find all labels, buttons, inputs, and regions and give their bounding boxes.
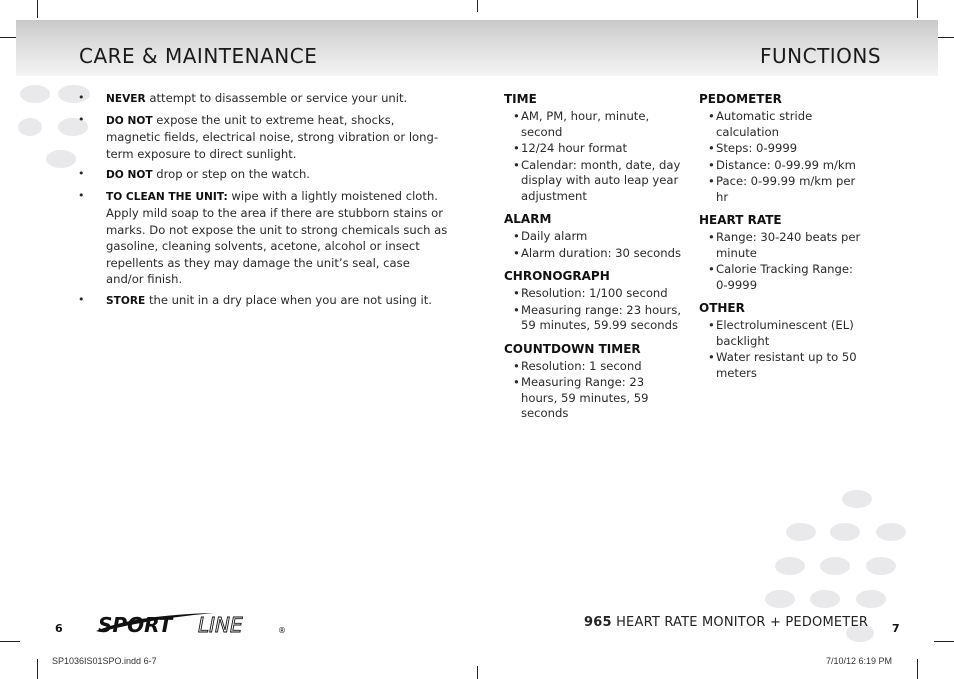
function-item — [699, 350, 865, 381]
function-list — [699, 230, 865, 293]
function-item-text: Daily alarm — [521, 229, 588, 243]
decorative-dot — [856, 590, 886, 608]
decorative-dot — [46, 150, 76, 168]
bullet-icon: • — [708, 141, 715, 155]
bullet-icon: • — [513, 375, 520, 389]
decorative-dot — [830, 523, 860, 541]
function-item-text: Calorie Tracking Range: 0-9999 — [716, 262, 853, 292]
decorative-dot — [820, 557, 850, 575]
bullet-icon: • — [513, 302, 520, 317]
function-heading: COUNTDOWN TIMER — [504, 341, 641, 356]
care-item-text: attempt to disassemble or service your unit. — [145, 91, 408, 105]
decorative-dot — [18, 118, 42, 136]
page-number-left: 6 — [55, 622, 63, 635]
functions-title: FUNCTIONS — [760, 44, 882, 68]
function-item-text: Resolution: 1 second — [521, 358, 642, 373]
decorative-dot — [786, 523, 816, 541]
function-item — [504, 158, 684, 205]
function-item-text: Water resistant up to 50 meters — [716, 350, 857, 380]
function-heading: OTHER — [699, 301, 745, 315]
function-item-text: Pace: 0-99.99 m/km per hr — [716, 174, 856, 204]
function-item — [504, 109, 684, 140]
function-item-text: Resolution: 1/100 second — [521, 286, 668, 300]
function-section — [699, 213, 865, 293]
decorative-dot — [876, 523, 906, 541]
function-section — [504, 212, 684, 261]
bullet-icon: • — [708, 350, 715, 364]
function-section — [504, 342, 684, 422]
function-item — [699, 230, 865, 261]
function-heading: ALARM — [504, 212, 552, 226]
function-item — [504, 359, 684, 375]
bullet-icon: • — [708, 318, 715, 332]
slug-timestamp: 7/10/12 6:19 PM — [826, 656, 893, 666]
bullet-icon: • — [708, 157, 715, 172]
care-item-text: drop or step on the watch. — [152, 167, 310, 181]
crop-mark — [37, 0, 38, 18]
function-list — [504, 286, 684, 334]
function-section — [504, 92, 684, 204]
bullet-icon: • — [513, 358, 520, 373]
care-item-text: the unit in a dry place when you are not using it. — [145, 292, 432, 307]
bullet-icon: • — [708, 174, 715, 188]
decorative-dot — [775, 557, 805, 575]
care-item — [78, 166, 448, 184]
function-item — [504, 303, 684, 334]
logo-text-sport: SPORT — [98, 613, 173, 637]
function-section — [699, 92, 865, 205]
function-item — [504, 141, 684, 157]
function-item-text: Measuring range: 23 hours, 59 minutes, 59.99 seconds — [521, 302, 682, 332]
function-list — [699, 318, 865, 381]
logo-text-line: LINE — [198, 613, 243, 637]
function-list — [504, 359, 684, 422]
care-item — [78, 112, 448, 163]
footer-product-title — [584, 615, 868, 630]
bullet-icon: • — [513, 229, 520, 243]
function-item — [504, 246, 684, 262]
crop-mark — [477, 0, 478, 12]
function-section — [504, 269, 684, 334]
function-item-text: AM, PM, hour, minute, second — [521, 109, 650, 139]
function-item — [699, 109, 865, 140]
bullet-icon: • — [78, 167, 85, 180]
care-maintenance-title: CARE & MAINTENANCE — [79, 44, 318, 68]
care-item-keyword: STORE — [106, 294, 146, 307]
bullet-icon: • — [78, 112, 85, 126]
function-item — [699, 262, 865, 293]
care-item-keyword: DO NOT — [106, 114, 153, 127]
function-item-text: Distance: 0-99.99 m/km — [716, 157, 856, 172]
crop-mark — [477, 666, 478, 679]
bullet-icon: • — [513, 157, 520, 172]
care-item-keyword: NEVER — [106, 93, 146, 105]
care-item-keyword: TO CLEAN THE UNIT: — [106, 190, 228, 203]
care-item — [78, 90, 448, 108]
decorative-dot — [866, 557, 896, 575]
bullet-icon: • — [78, 91, 85, 104]
bullet-icon: • — [78, 292, 85, 306]
function-item — [504, 229, 684, 245]
product-number: 965 — [584, 615, 612, 630]
sportline-logo — [94, 610, 290, 638]
crop-mark — [37, 659, 38, 679]
care-item-text: wipe with a lightly moistened cloth. Apply mild soap to the area if there are stubborn stains or marks. Do not expose the unit to strong chemicals such as gasoline, cleaning solvents, acetone, alcohol or insect repellents as they may damage the unit’s seal, case and/or finish. — [106, 188, 448, 286]
function-heading: HEART RATE — [699, 213, 782, 227]
product-name: HEART RATE MONITOR + PEDOMETER — [611, 615, 869, 630]
logo-registered-mark: ® — [278, 626, 286, 635]
bullet-icon: • — [708, 109, 715, 123]
function-item — [699, 158, 865, 174]
function-heading: CHRONOGRAPH — [504, 269, 610, 283]
slug-file-name: SP1036IS01SPO.indd 6-7 — [52, 656, 157, 666]
function-item-text: Electroluminescent (EL) backlight — [716, 318, 854, 348]
function-item-text: Range: 30-240 beats per minute — [716, 230, 861, 260]
care-item — [78, 188, 448, 288]
bullet-icon: • — [708, 230, 715, 244]
page-number-right: 7 — [892, 622, 900, 635]
functions-column-1 — [504, 92, 684, 430]
care-item-keyword: DO NOT — [106, 169, 153, 181]
function-item-text: Automatic stride calculation — [716, 109, 813, 139]
function-item — [504, 286, 684, 302]
crop-mark — [934, 641, 954, 642]
function-list — [699, 109, 865, 205]
function-item-text: Calendar: month, date, day display with auto leap year adjustment — [521, 157, 681, 203]
function-item-text: 12/24 hour format — [521, 141, 628, 155]
bullet-icon: • — [513, 141, 520, 155]
bullet-icon: • — [513, 109, 520, 123]
bullet-icon: • — [513, 286, 520, 300]
function-item-text: Measuring Range: 23 hours, 59 minutes, 59 seconds — [521, 375, 649, 420]
function-heading: TIME — [504, 92, 537, 106]
decorative-dot — [810, 590, 840, 608]
care-list — [78, 90, 448, 313]
function-item — [699, 141, 865, 157]
functions-column-2 — [699, 92, 865, 389]
decorative-dot — [842, 490, 872, 508]
function-item — [699, 174, 865, 205]
function-heading: PEDOMETER — [699, 92, 782, 106]
crop-mark — [917, 659, 918, 679]
function-section — [699, 301, 865, 381]
crop-mark — [917, 0, 918, 18]
bullet-icon: • — [708, 262, 715, 276]
function-item-text: Steps: 0-9999 — [716, 141, 798, 155]
care-item — [78, 292, 448, 310]
function-item-text: Alarm duration: 30 seconds — [521, 245, 682, 260]
function-item — [699, 318, 865, 349]
care-item-text: expose the unit to extreme heat, shocks, magnetic fields, electrical noise, strong vibration or long-term exposure to direct sunlight. — [106, 112, 439, 161]
decorative-dot — [20, 85, 50, 103]
function-item — [504, 375, 684, 422]
function-list — [504, 229, 684, 261]
function-list — [504, 109, 684, 204]
bullet-icon: • — [513, 245, 520, 260]
crop-mark — [0, 641, 20, 642]
decorative-dot — [765, 590, 795, 608]
bullet-icon: • — [78, 188, 85, 202]
